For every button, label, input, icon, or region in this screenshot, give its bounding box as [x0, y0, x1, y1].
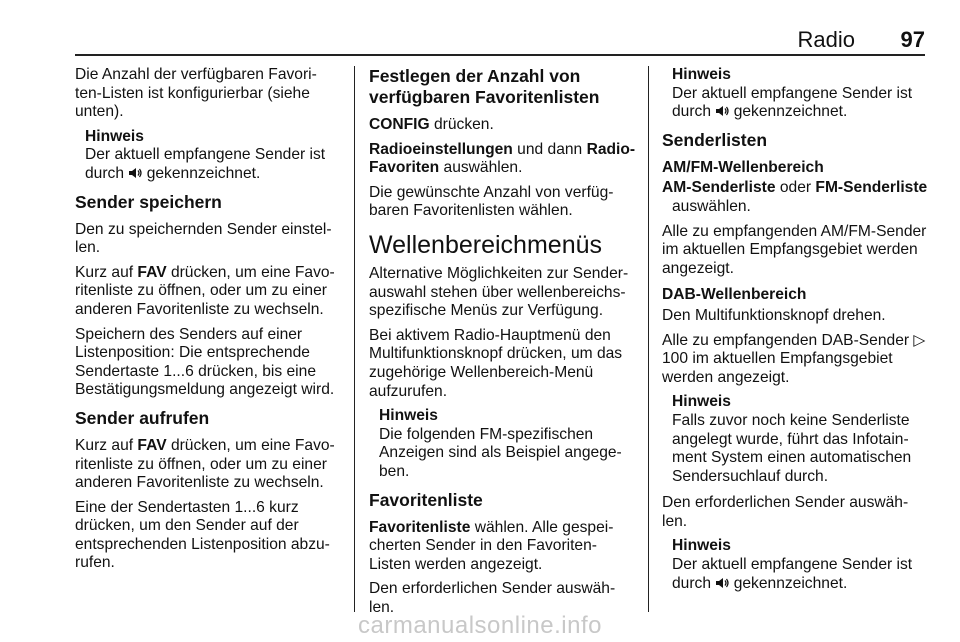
key-label: FAV — [137, 263, 167, 281]
paragraph: Den erforderlichen Sender auswäh-len. — [662, 494, 909, 530]
note-label: Hinweis — [672, 537, 731, 555]
speaker-icon — [128, 166, 142, 180]
column-1 — [75, 66, 343, 579]
key-label: Favoritenliste — [369, 518, 471, 536]
column-divider — [354, 66, 355, 612]
paragraph: Favoritenliste wählen. Alle gespei-cherten Sender in den Favoriten-Listen werden angezeigt. — [369, 518, 614, 573]
note-text: Der aktuell empfangene Sender ist durch — [85, 146, 326, 182]
note-box — [379, 407, 637, 481]
paragraph: Die gewünschte Anzahl von verfüg-baren Favoritenlisten wählen. — [369, 183, 614, 220]
note-label: Hinweis — [379, 407, 438, 425]
subsection-heading: AM/FM-Wellenbereich — [662, 158, 824, 176]
paragraph: Alternative Möglichkeiten zur Sender-auswahl stehen über wellenbereichs-spezifische Menüs zur Verfügung. — [369, 264, 629, 320]
paragraph: Alle zu empfangenden AM/FM-Sender im aktuellen Empfangsgebiet werden angezeigt. — [662, 222, 927, 277]
paragraph: Bei aktivem Radio-Hauptmenü den Multifunktionsknopf drücken, um das zugehörige Wellenbereich-Menü aufzurufen. — [369, 326, 623, 400]
section-heading: Festlegen der Anzahl von verfügbaren Favoritenlisten — [369, 66, 600, 107]
column-2 — [369, 66, 637, 623]
note-text: gekennzeichnet. — [146, 164, 261, 182]
paragraph: Den zu speichernden Sender einstel-len. — [75, 220, 332, 257]
speaker-icon — [715, 576, 729, 590]
section-heading: Sender speichern — [75, 191, 222, 212]
speaker-icon — [715, 104, 729, 118]
note-label: Hinweis — [672, 393, 731, 411]
paragraph: Eine der Sendertasten 1...6 kurz drücken, um den Sender auf der entsprechenden Listenposition abzu-rufen. — [75, 498, 330, 572]
paragraph: Den Multifunktionsknopf drehen. — [662, 306, 886, 324]
section-heading: Sender aufrufen — [75, 407, 210, 428]
key-label: AM-Senderliste — [662, 179, 776, 197]
note-box — [672, 393, 930, 486]
key-label: Radioeinstellungen — [369, 140, 513, 158]
column-divider — [648, 66, 649, 612]
subsection-heading: DAB-Wellenbereich — [662, 286, 807, 304]
note-text: gekennzeichnet. — [733, 574, 848, 592]
section-heading: Favoritenliste — [369, 489, 483, 510]
chapter-heading: Wellenbereichmenüs — [369, 230, 602, 259]
paragraph: Die Anzahl der verfügbaren Favori-ten-Listen ist konfigurierbar (siehe unten). — [75, 66, 317, 121]
note-text: Der aktuell empfangene Sender ist durch — [672, 84, 913, 121]
note-label: Hinweis — [85, 127, 144, 145]
paragraph: Speichern des Senders auf einer Listenposition: Die entsprechende Sendertaste 1...6 drücken, bis eine Bestätigungsmeldung angezeigt wird. — [75, 325, 335, 399]
page-header — [75, 27, 925, 53]
header-rule — [75, 54, 925, 56]
page-title: Radio — [797, 27, 855, 52]
page-reference-link[interactable]: ▷ 100 — [662, 331, 926, 368]
note-text: Die folgenden FM-spezifischen Anzeigen sind als Beispiel angege-ben. — [379, 425, 622, 480]
paragraph: CONFIG drücken. — [369, 116, 494, 133]
key-label: CONFIG — [369, 116, 430, 133]
paragraph: Radioeinstellungen und dann Radio-Favoriten auswählen. — [369, 140, 636, 177]
note-box — [672, 537, 930, 593]
paragraph: Kurz auf FAV drücken, um eine Favo-ritenliste zu öffnen, oder um zu einer anderen Favoritenliste zu wechseln. — [75, 436, 335, 492]
paragraph: Den erforderlichen Sender auswäh-len. — [369, 580, 616, 616]
note-text: gekennzeichnet. — [733, 103, 848, 121]
note-label: Hinweis — [672, 66, 731, 83]
key-label: FAV — [137, 436, 167, 454]
key-label: FM-Senderliste — [815, 179, 928, 197]
note-box — [672, 66, 930, 122]
note-box — [85, 128, 343, 184]
watermark: carmanualsonline.info — [358, 612, 602, 639]
section-heading: Senderlisten — [662, 129, 768, 150]
note-text: Falls zuvor noch keine Senderliste angelegt wurde, führt das Infotain-ment System einen automatischen Sendersuchlauf durch. — [672, 411, 912, 485]
page-number: 97 — [900, 27, 925, 52]
paragraph: Kurz auf FAV drücken, um eine Favo-ritenliste zu öffnen, oder um zu einer anderen Favoritenliste zu wechseln. — [75, 263, 335, 318]
paragraph: AM-Senderliste oder FM-Senderliste auswählen. — [662, 179, 928, 215]
column-3 — [662, 66, 930, 601]
note-text: Der aktuell empfangene Sender ist durch — [672, 556, 913, 592]
key-label: Radio-Favoriten — [369, 140, 636, 177]
paragraph: Alle zu empfangenden DAB-Sender ▷ 100 im aktuellen Empfangsgebiet werden angezeigt. — [662, 331, 926, 386]
